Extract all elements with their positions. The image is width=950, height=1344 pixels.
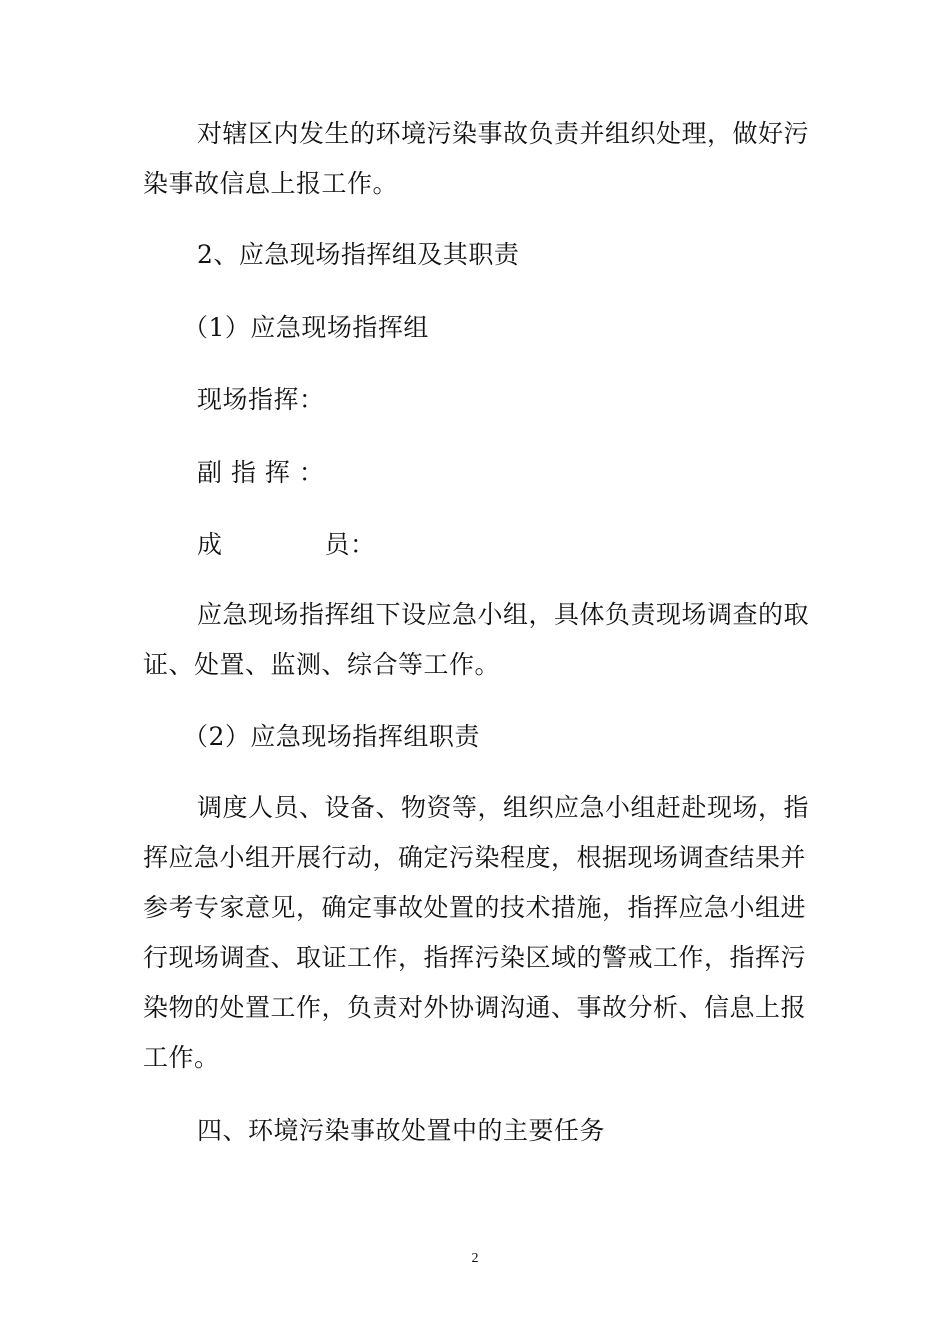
- field-label-members: 成 员：: [197, 530, 376, 559]
- field-label-deputy-commander: 副 指 挥 ：: [197, 458, 325, 487]
- paragraph-line: 行现场调查、取证工作，指挥污染区域的警戒工作，指挥污: [143, 943, 807, 972]
- paragraph-line: 对辖区内发生的环境污染事故负责并组织处理，做好污: [197, 119, 810, 148]
- field-label-site-commander: 现场指挥：: [197, 385, 325, 414]
- section-heading: 2、应急现场指挥组及其职责: [197, 240, 520, 269]
- paragraph-line: 染物的处置工作，负责对外协调沟通、事故分析、信息上报: [143, 993, 807, 1022]
- paragraph-line: 证、处置、监测、综合等工作。: [143, 650, 501, 679]
- subsection-heading: （2）应急现场指挥组职责: [183, 722, 480, 751]
- page-number: 2: [471, 1251, 479, 1266]
- subsection-heading: （1）应急现场指挥组: [183, 313, 429, 342]
- section-heading: 四、环境污染事故处置中的主要任务: [197, 1116, 606, 1145]
- paragraph-line: 染事故信息上报工作。: [143, 169, 399, 198]
- paragraph-line: 调度人员、设备、物资等，组织应急小组赶赴现场，指: [197, 793, 810, 822]
- paragraph-line: 应急现场指挥组下设应急小组，具体负责现场调查的取: [197, 600, 810, 629]
- paragraph-line: 挥应急小组开展行动，确定污染程度，根据现场调查结果并: [143, 843, 807, 872]
- paragraph-line: 参考专家意见，确定事故处置的技术措施，指挥应急小组进: [143, 893, 807, 922]
- paragraph-line: 工作。: [143, 1043, 220, 1072]
